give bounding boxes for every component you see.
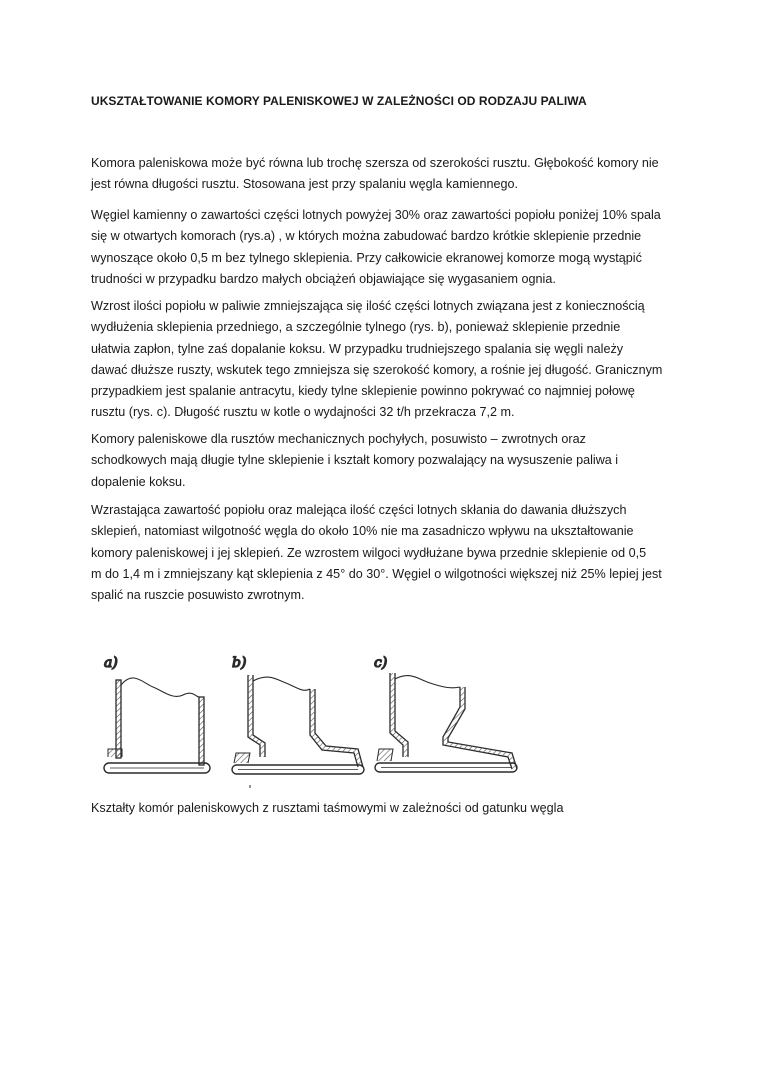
figure-label-b: b) [232,655,247,671]
paragraph-line: dawać dłuższe ruszty, wskutek tego zmniejsza się szerokość komory, a rośnie jej długość. Granicznym [91,362,663,377]
paragraph-line: ułatwia zapłon, tylne zaś dopalanie koksu. W przypadku trudniejszego spalania się węgli należy [91,341,624,356]
figure-caption: Kształty komór paleniskowych z rusztami taśmowymi w zależności od gatunku węgla [91,801,564,815]
paragraph-line: Komora paleniskowa może być równa lub trochę szersza od szerokości rusztu. Głębokość komory nie [91,156,659,170]
paragraph-line: Węgiel kamienny o zawartości części lotnych powyżej 30% oraz zawartości popiołu poniżej 10% spala [91,208,661,222]
paragraph-line: sklepień, natomiast wilgotność węgla do około 10% nie ma zasadniczo wpływu na ukształtowanie [91,524,634,539]
chamber-diagram-c [374,655,517,772]
furnace-chambers-figure [98,645,538,795]
paragraph-line: przypadkiem jest spalanie antracytu, kiedy tylne sklepienie powinno pokrywać co najmniej połowę [91,384,635,399]
paragraph-line: Komory paleniskowe dla rusztów mechanicznych pochyłych, posuwisto – zwrotnych oraz [91,432,586,446]
paragraph-line: schodkowych mają długie tylne sklepienie i kształt komory pozwalający na wysuszenie paliwa i [91,453,619,468]
paragraph-line: spalić na ruszcie posuwisto zwrotnym. [91,588,305,603]
paragraph-line: wynoszące około 0,5 m bez tylnego sklepienia. Przy całkowicie ekranowej komorze mogą wystąpić [91,250,642,265]
document-title: UKSZTAŁTOWANIE KOMORY PALENISKOWEJ W ZALEŻNOŚCI OD RODZAJU PALIWA [91,94,587,108]
paragraph-line: Wzrost ilości popiołu w paliwie zmniejszająca się ilość części lotnych związana jest z koniecznością [91,299,645,313]
chamber-diagram-b [232,655,364,788]
paragraph-line: wydłużenia sklepienia przedniego, a szczególnie tylnego (rys. b), ponieważ sklepienie przednie [91,320,621,335]
furnace-diagram-svg [98,645,538,795]
paragraph-line: jest równa długości rusztu. Stosowana jest przy spalaniu węgla kamiennego. [91,177,519,192]
figure-label-a: a) [104,655,118,671]
paragraph-line: m do 1,4 m i zmniejszany kąt sklepienia z 45° do 30°. Węgiel o wilgotności większej niż 25% lepiej jest [91,566,662,581]
paragraph-line: trudności w przypadku bardzo małych obciążeń objawiające się wygasaniem ognia. [91,271,556,286]
figure-label-c: c) [374,655,388,671]
paragraph-4 [91,429,681,493]
paragraph-line: komory paleniskowej i jej sklepień. Ze wzrostem wilgoci wydłużane bywa przednie sklepienie od 0,5 [91,545,647,560]
paragraph-5 [91,500,681,606]
paragraph-2 [91,205,681,290]
paragraph-3 [91,296,681,424]
chamber-diagram-a [104,655,210,773]
paragraph-line: dopalenie koksu. [91,474,186,489]
paragraph-line: się w otwartych komorach (rys.a) , w których można zabudować bardzo krótkie sklepienie przednie [91,229,642,244]
paragraph-line: Wzrastająca zawartość popiołu oraz malejąca ilość części lotnych skłania do dawania dłuższych [91,503,627,517]
paragraph-line: rusztu (rys. c). Długość rusztu w kotle o wydajności 32 t/h przekracza 7,2 m. [91,405,515,420]
paragraph-1 [91,153,681,196]
